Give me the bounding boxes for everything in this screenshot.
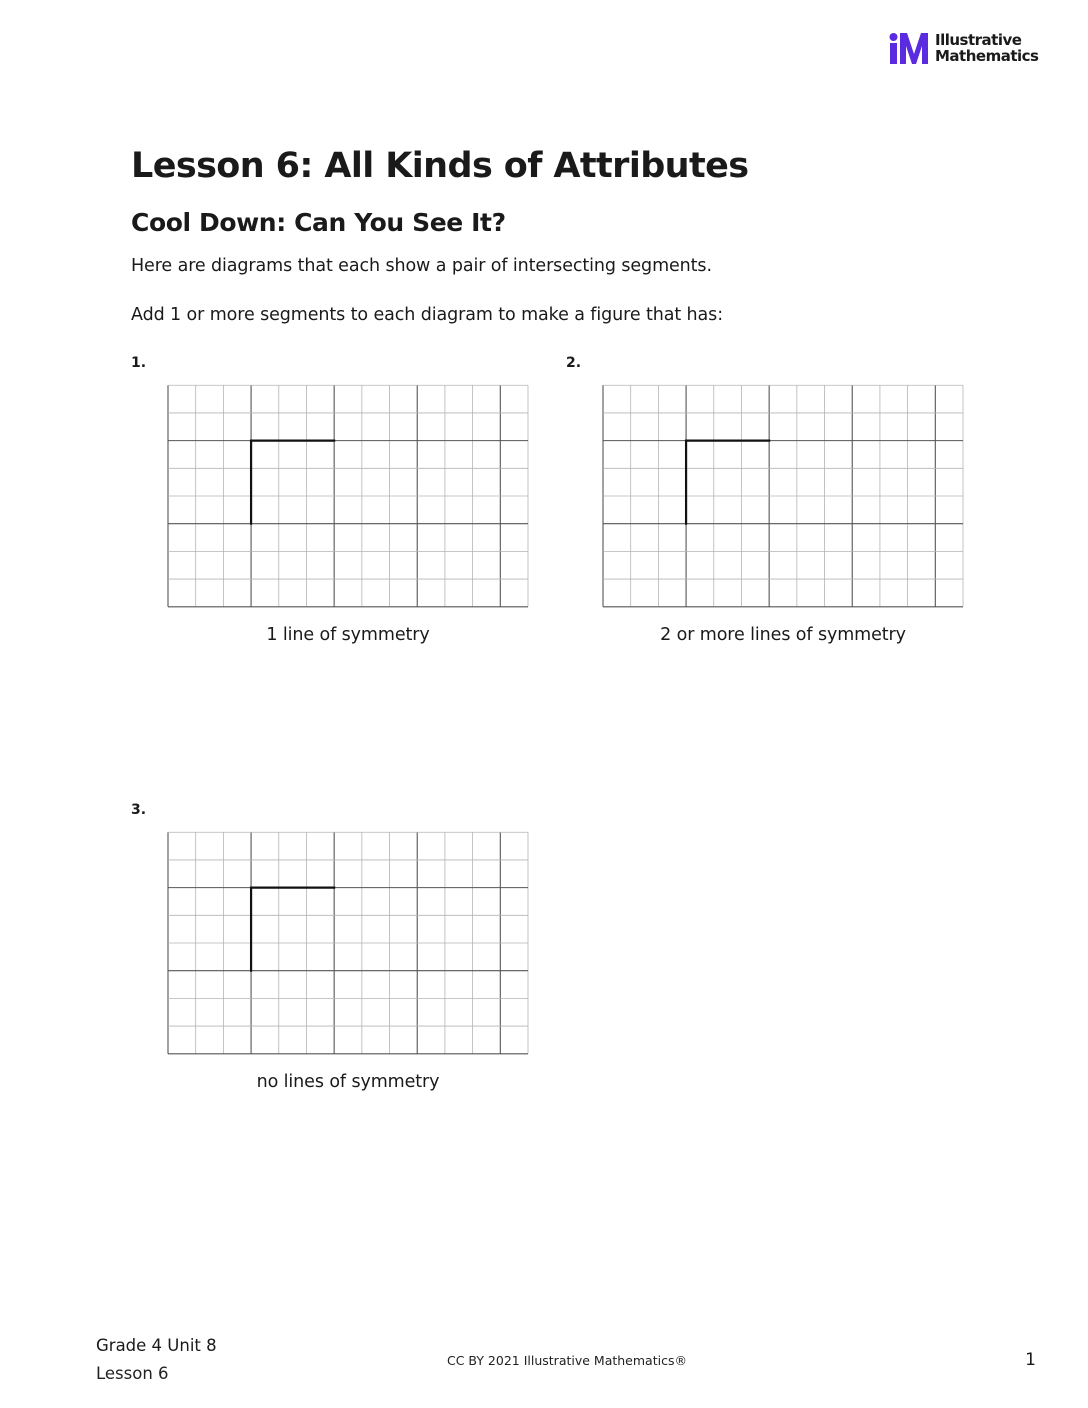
footer-copyright: CC BY 2021 Illustrative Mathematics® [447, 1353, 687, 1368]
intro-text: Here are diagrams that each show a pair of intersecting segments. [131, 256, 712, 276]
im-logo-icon [888, 32, 932, 66]
footer-page-number: 1 [1025, 1350, 1036, 1370]
cool-down-title: Cool Down: Can You See It? [131, 208, 506, 237]
problem-3-number: 3. [131, 802, 147, 818]
problem-1-grid[interactable] [167, 383, 529, 609]
problem-2-number: 2. [566, 355, 582, 371]
problem-2-caption: 2 or more lines of symmetry [660, 625, 906, 645]
logo-line-1: Illustrative [935, 31, 1022, 49]
problem-3-caption: no lines of symmetry [256, 1072, 440, 1092]
logo-line-2: Mathematics [935, 47, 1039, 65]
lesson-title: Lesson 6: All Kinds of Attributes [131, 146, 749, 186]
problem-3-grid[interactable] [167, 830, 529, 1056]
illustrative-mathematics-logo [888, 30, 1048, 70]
footer-grade-unit: Grade 4 Unit 8 [96, 1336, 217, 1355]
problem-2-grid[interactable] [602, 383, 964, 609]
problem-1-number: 1. [131, 355, 147, 371]
logo-wordmark [935, 32, 1038, 64]
problem-1-caption: 1 line of symmetry [266, 625, 430, 645]
footer-lesson: Lesson 6 [96, 1364, 169, 1383]
instruction-text: Add 1 or more segments to each diagram to make a figure that has: [131, 305, 723, 325]
